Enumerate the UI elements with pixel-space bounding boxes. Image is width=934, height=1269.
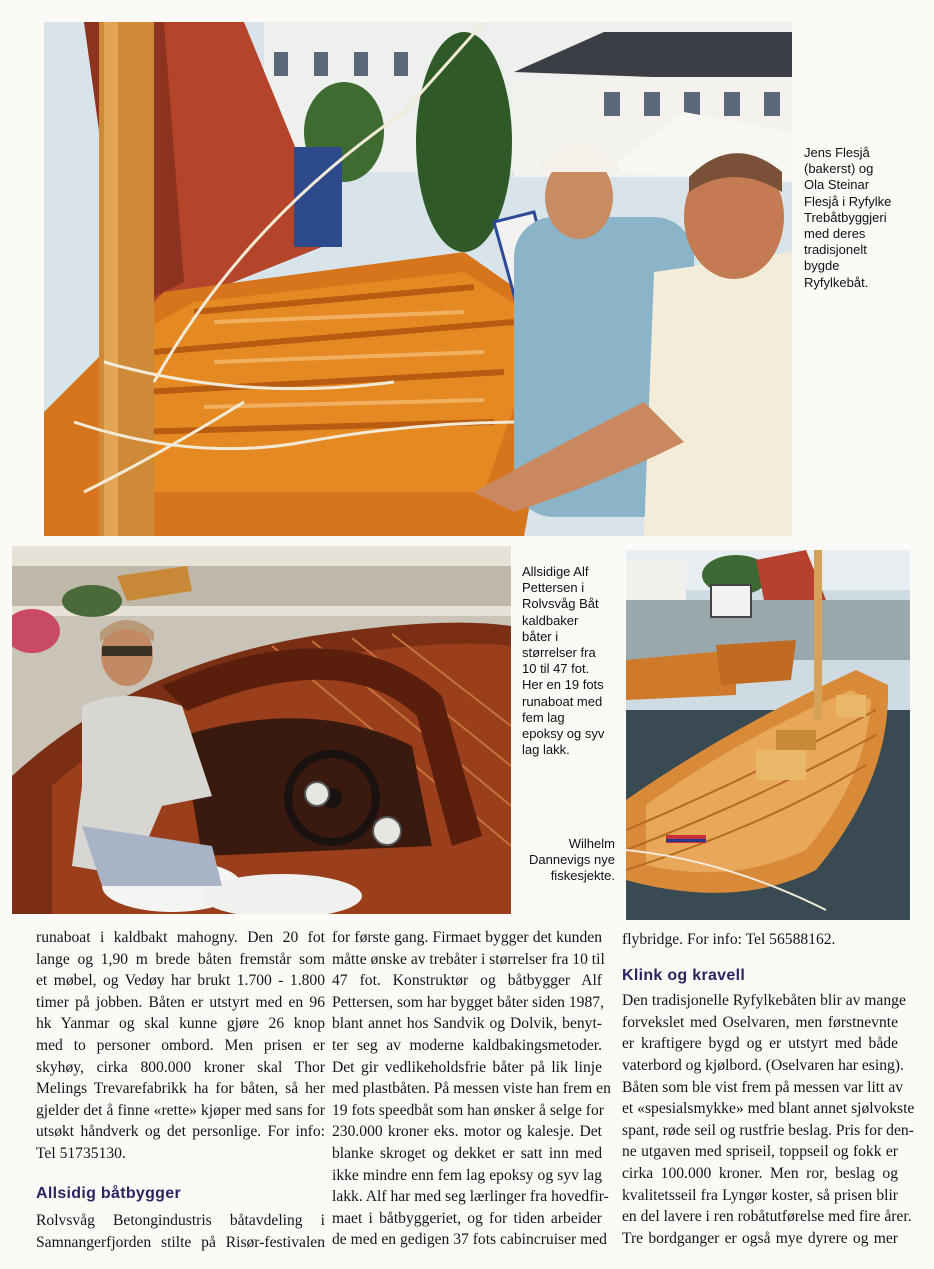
paragraph-line: spant, røde seil og rustfrie beslag. Pris for den- (622, 1121, 914, 1139)
paragraph-line: Melings Trevarefabrikk ha for båten, så her (36, 1080, 325, 1098)
paragraph-line: ter seg av moderne kaldbakingsmetoder. (332, 1036, 602, 1054)
paragraph-line: de med en gedigen 37 fots cabincruiser med (332, 1231, 607, 1249)
paragraph-line: cirka 100.000 kroner. Men ror, beslag og (622, 1164, 898, 1182)
caption-line: tradisjonelt (804, 242, 867, 258)
caption-line: Allsidige Alf (522, 564, 589, 579)
caption-middle-left-photo (522, 564, 604, 758)
caption-line: Wilhelm (568, 836, 615, 851)
caption-line: lag lakk. (522, 742, 570, 758)
photo-wooden-boat-builders (44, 22, 792, 536)
caption-line: bygde (804, 258, 840, 274)
photo-fishing-boat (626, 550, 910, 920)
caption-line: Pettersen i (522, 580, 585, 596)
paragraph-line: Det gir vedlikeholdsfrie båter på lik linje (332, 1058, 602, 1076)
caption-top-photo (804, 145, 891, 291)
text-column-right (622, 929, 915, 1249)
paragraph-line: forvekslet med Oselvaren, men førstnevnte (622, 1013, 898, 1031)
caption-line: (bakerst) og (804, 161, 874, 177)
caption-line: Trebåtbyggjeri (804, 209, 887, 225)
paragraph-line: 19 fots speedbåt som han ønsker å selge for (332, 1101, 604, 1119)
paragraph-line: utsøkt håndverk og det personlige. For info: (36, 1123, 325, 1141)
caption-middle-right-photo (525, 836, 615, 885)
paragraph-line: med to personer ombord. Men prisen er (36, 1036, 325, 1054)
paragraph-line: runaboat i kaldbakt mahogny. Den 20 fot (36, 929, 325, 946)
paragraph-line: skyhøy, cirka 800.000 kroner skal Thor (36, 1058, 325, 1076)
paragraph-line: et «spesialsmykke» med blant annet sjølvokste (622, 1100, 915, 1118)
paragraph-line: et møbel, og Vedøy har brukt 1.700 - 1.800 (36, 972, 325, 990)
paragraph-line: lakk. Alf har med seg lærlinger fra hovedfir- (332, 1188, 609, 1206)
caption-line: kaldbaker (522, 612, 579, 628)
paragraph-line: Båten som ble vist frem på messen var litt av (622, 1078, 904, 1096)
caption-line: båter i (522, 628, 559, 644)
paragraph-line: ne utgaven med spriseil, toppseil og fokk er (622, 1143, 898, 1161)
paragraph-line: blanke skroget og dekket er satt inn med (332, 1144, 602, 1162)
caption-line: Rolvsvåg Båt (522, 596, 599, 612)
paragraph-line: blant annet hos Sandvik og Dolvik, benyt- (332, 1015, 602, 1033)
paragraph-line: ikke mindre enn fem lag epoksy og syv lag (332, 1166, 602, 1184)
text-column-middle (332, 927, 611, 1251)
caption-line: Jens Flesjå (804, 145, 870, 160)
paragraph-line: gjelder det å finne «rette» kjøper med sans for (36, 1101, 325, 1119)
paragraph-line: med plastbåten. På messen viste han frem en (332, 1080, 611, 1098)
paragraph-line: Tre bordganger er også mye dyrere og mer (622, 1229, 898, 1247)
paragraph-line: en del lavere i ren robåtutførelse med fire årer. (622, 1208, 912, 1226)
paragraph-line: er kraftigere bygd og er utstyrt med både (622, 1035, 898, 1053)
caption-line: Flesjå i Ryfylke (804, 193, 892, 209)
caption-line: runaboat med (522, 693, 603, 709)
paragraph-line: kvalitetsseil fra Lyngør koster, så prisen blir (622, 1186, 898, 1204)
caption-line: Dannevigs nye (529, 852, 615, 868)
caption-line: med deres (804, 226, 866, 242)
paragraph-line: lange og 1,90 m brede båten fremstår som (36, 950, 325, 968)
caption-line: Ryfylkebåt. (804, 274, 869, 290)
paragraph-line: Tel 51735130. (36, 1144, 126, 1162)
text-column-left (36, 927, 325, 1253)
photo-runaboat-speedboat (12, 546, 511, 914)
paragraph-line: hk Yanmar og skal kunne gjøre 26 knop (36, 1015, 325, 1033)
caption-line: epoksy og syv (522, 726, 605, 742)
paragraph-line: Den tradisjonelle Ryfylkebåten blir av mange (622, 992, 906, 1010)
paragraph-line: maet i båtbyggeriet, og for tiden arbeider (332, 1209, 602, 1227)
paragraph-line: Samnangerfjorden stilte på Risør-festivalen (36, 1233, 325, 1251)
paragraph-line: for første gang. Firmaet bygger det kunden (332, 929, 602, 946)
paragraph-line: måtte ønske av trebåter i størrelser fra 10 til (332, 950, 605, 968)
paragraph-line: vaterbord og kjølbord. (Oselvaren har esing). (622, 1056, 904, 1074)
section-heading-klink: Klink og kravell (622, 966, 746, 984)
caption-line: 10 til 47 fot. (522, 661, 590, 677)
section-heading-allsidig: Allsidig båtbygger (36, 1184, 181, 1202)
paragraph-line: Rolvsvåg Betongindustris båtavdeling i (36, 1212, 325, 1230)
caption-line: Her en 19 fots (522, 677, 604, 693)
caption-line: fiskesjekte. (550, 868, 615, 884)
paragraph-line: flybridge. For info: Tel 56588162. (622, 931, 836, 948)
caption-line: Ola Steinar (804, 177, 870, 193)
caption-line: fem lag (522, 709, 565, 725)
paragraph-line: timer på jobben. Båten er utstyrt med en 96 (36, 993, 325, 1011)
paragraph-line: 47 fot. Konstruktør og båtbygger Alf (332, 972, 602, 990)
paragraph-line: Pettersen, som har bygget båter siden 1987, (332, 993, 604, 1011)
paragraph-line: 230.000 kroner eks. motor og kalesje. Det (332, 1123, 602, 1141)
caption-line: størrelser fra (522, 645, 596, 661)
